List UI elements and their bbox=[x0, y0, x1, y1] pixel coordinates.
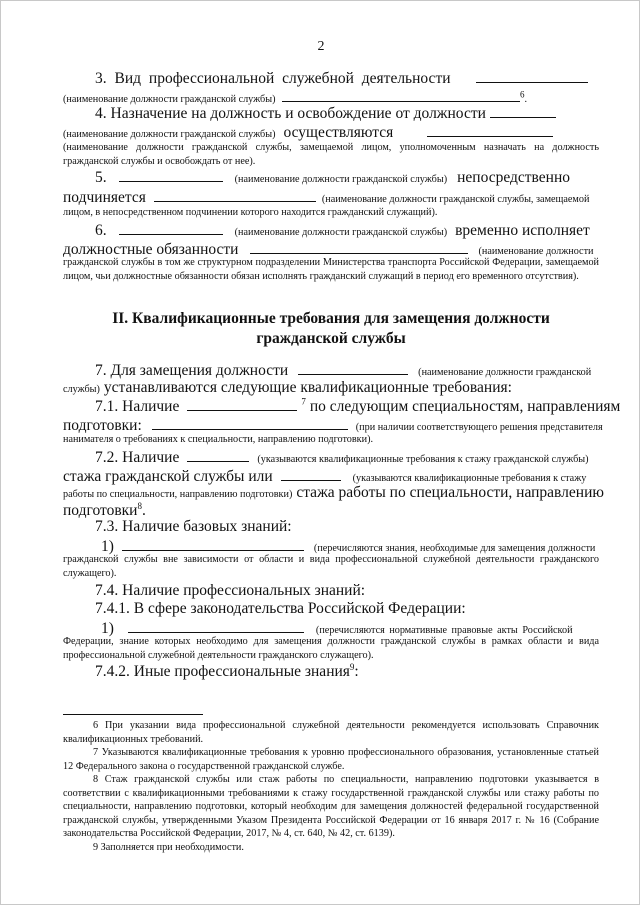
item-7-cont: службы) устанавливаются следующие квалификационные требования: bbox=[63, 379, 512, 396]
item-7-2-end: подготовки$^8$. bbox=[63, 500, 146, 519]
item-4-note: (наименование должности гражданской службы, замещаемой лицом, уполномоченным назначать на должность гражданской службы и освобождать от нее). bbox=[63, 142, 599, 167]
item-4-text: 4. Назначение на должность и освобождение от должности bbox=[95, 105, 486, 122]
item-3-note: (наименование должности гражданской службы) $^6$. bbox=[63, 89, 528, 105]
footnote-8: 8 Стаж гражданской службы или стаж работы по специальности, направлению подготовки указывается в соответствии с квалификационными требованиями к стажу государственной гражданской службы или стажу работы по специальности, направлению подготовки, который необходим для замещения должностей федеральной государственной гражданской службы, утвержденными Указом Президента Российской Федерации от 16 января 2017 г. № 16 (Собрание законодательства Российской Федерации, 2017, № 4, ст. 640, № 42, ст. 6139). bbox=[63, 774, 599, 839]
item-3 bbox=[63, 69, 599, 89]
item-7-4-2: 7.4.2. Иные профессиональные знания$^9$: bbox=[95, 661, 359, 680]
item-6-cont: должностные обязанности (наименование должности bbox=[63, 241, 594, 258]
item-7-4: 7.4. Наличие профессиональных знаний: bbox=[95, 582, 366, 599]
footnote-7: 7 Указываются квалификационные требования к уровню профессионального образования, установленные статьей 12 Федерального закона о государственной гражданской службе. bbox=[63, 747, 599, 772]
item-7-2-cont2: работы по специальности, направлению подготовки) стажа работы по специальности, направлению bbox=[63, 484, 604, 501]
item-6: 6. (наименование должности гражданской службы) временно исполняет bbox=[95, 222, 590, 239]
item-5-cont: подчиняется (наименование должности гражданской службы, замещаемой bbox=[63, 189, 590, 206]
item-7-3-note: гражданской службы вне зависимости от области и вида профессиональной служебной деятельности гражданского служащего). bbox=[63, 554, 599, 579]
page-number: 2 bbox=[317, 39, 325, 54]
item-7-3-1: 1) (перечисляются знания, необходимые для замещения должности bbox=[101, 538, 596, 555]
footnote-9: 9 Заполняется при необходимости. bbox=[93, 841, 244, 853]
footnotes bbox=[63, 719, 599, 854]
item-7-4-1-1: 1) (перечисляются нормативные правовые акты Российской bbox=[101, 620, 573, 637]
item-7-1: 7.1. Наличие $^7$ по следующим специальностям, направлениям bbox=[95, 396, 621, 415]
item-5-note: лицом, в непосредственном подчинении которого находится гражданский служащий). bbox=[63, 207, 438, 218]
item-5: 5. (наименование должности гражданской службы) непосредственно bbox=[95, 169, 570, 186]
item-7-2: 7.2. Наличие (указываются квалификационные требования к стажу гражданской службы) bbox=[95, 449, 589, 466]
item-7-4-1: 7.4.1. В сфере законодательства Российской Федерации: bbox=[95, 600, 466, 617]
item-7-4-1-note: Федерации, знание которых необходимо для замещения должности гражданской службы в рамках области и вида профессиональной служебной деятельности гражданского служащего). bbox=[63, 636, 599, 661]
item-6-note: гражданской службы в том же структурном подразделении Министерства транспорта Российской Федерации, замещаемой лицом, чьи должностные обязанности обязан исполнять гражданский служащий в период его временного отсутствия). bbox=[63, 257, 599, 282]
footnote-6: 6 При указании вида профессиональной служебной деятельности рекомендуется использовать Справочник квалификационных требований. bbox=[63, 720, 599, 745]
item-7-2-cont: стажа гражданской службы или (указываются квалификационные требования к стажу bbox=[63, 468, 587, 485]
item-4-cont: (наименование должности гражданской службы) осуществляются bbox=[63, 123, 599, 143]
item-3-blank bbox=[476, 70, 588, 83]
footnote-separator bbox=[63, 714, 203, 715]
item-7: 7. Для замещения должности (наименование должности гражданской bbox=[95, 362, 592, 379]
item-7-1-note: нанимателя о требованиях к специальности, направлению подготовки). bbox=[63, 434, 374, 445]
item-4 bbox=[63, 104, 599, 124]
item-7-3: 7.3. Наличие базовых знаний: bbox=[95, 518, 292, 535]
section-2-heading: II. Квалификационные требования для замещения должности гражданской службы bbox=[112, 310, 550, 347]
item-3-text: 3. Вид профессиональной служебной деятельности bbox=[95, 70, 451, 87]
item-7-1-cont: подготовки: (при наличии соответствующего решения представителя bbox=[63, 417, 603, 434]
